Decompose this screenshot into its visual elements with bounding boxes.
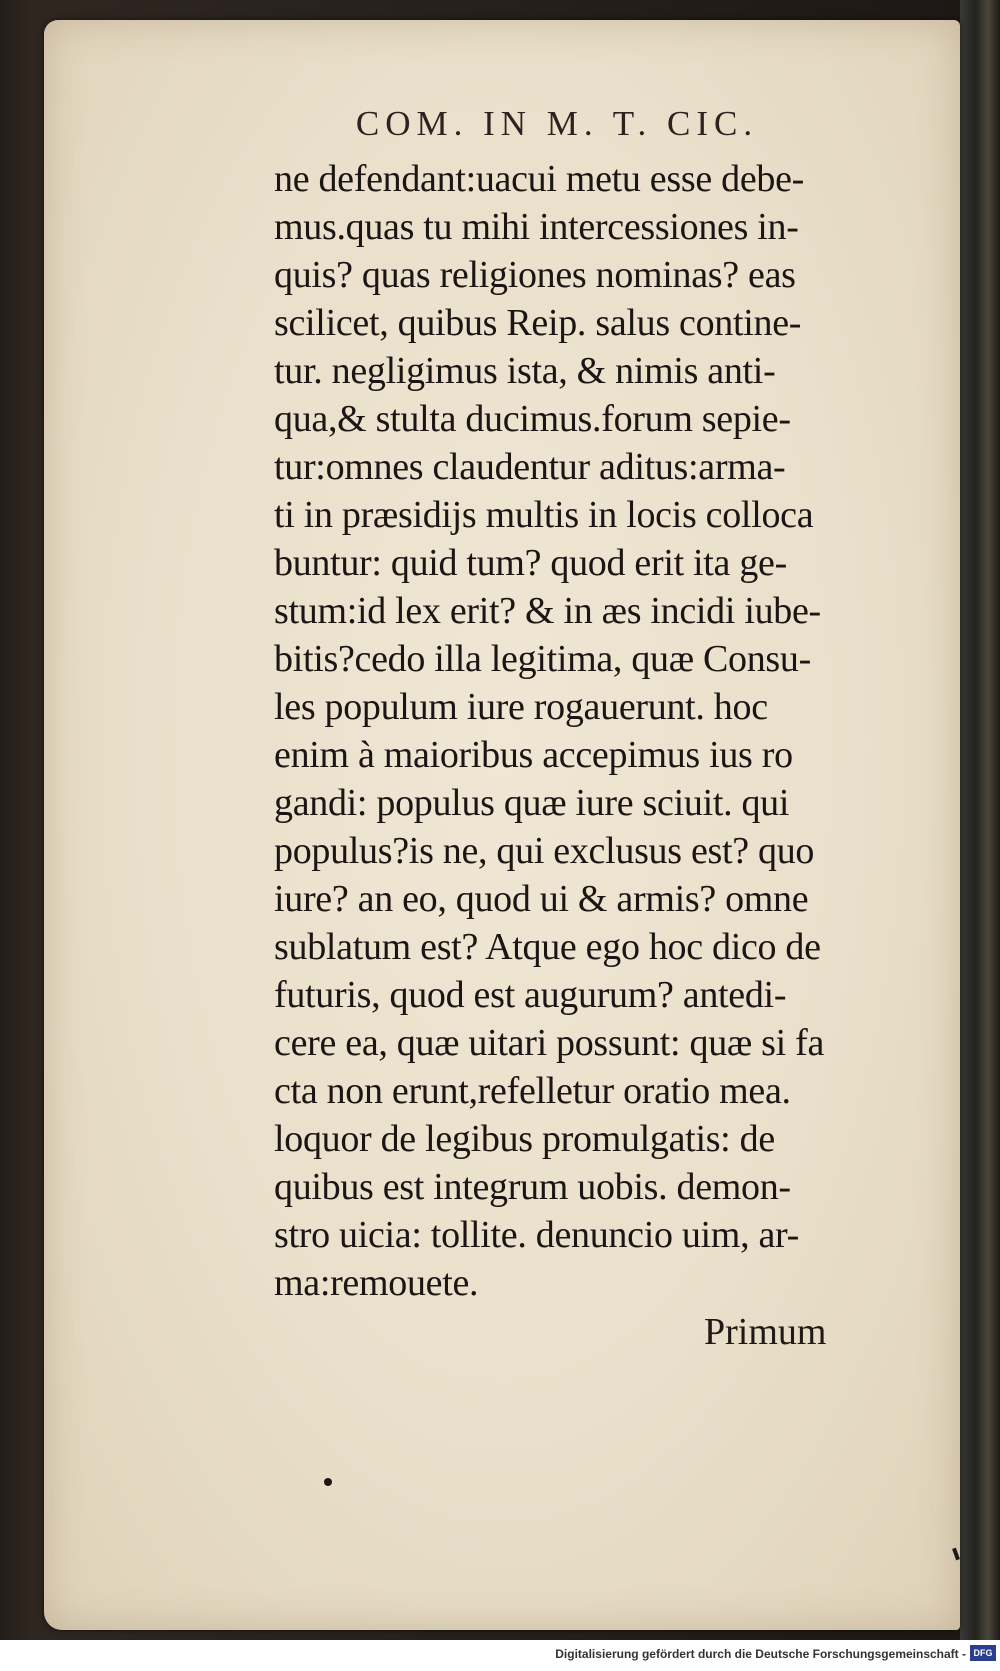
ink-dot (324, 1478, 332, 1486)
ink-mark (952, 1548, 960, 1561)
text-line: tur. negligimus ista, & nimis anti- (274, 350, 776, 392)
text-line: loquor de legibus promulgatis: de (274, 1118, 775, 1160)
text-line: cta non erunt,refelletur oratio mea. (274, 1070, 791, 1112)
text-line: cere ea, quæ uitari possunt: quæ si fa (274, 1022, 825, 1064)
text-line: ti in præsidijs multis in locis colloca (274, 494, 814, 536)
text-line: tur:omnes claudentur aditus:arma- (274, 446, 786, 488)
book-page (44, 20, 960, 1630)
text-line: les populum iure rogauerunt. hoc (274, 686, 768, 728)
running-head: COM. IN M. T. CIC. (355, 104, 759, 143)
footer-bar (0, 1640, 1000, 1671)
text-line: ne defendant:uacui metu esse debe- (274, 158, 805, 200)
text-line: bitis?cedo illa legitima, quæ Consu- (274, 638, 811, 680)
text-line: futuris, quod est augurum? antedi- (274, 974, 787, 1016)
text-line: scilicet, quibus Reip. salus contine- (274, 302, 802, 344)
text-line: stum:id lex erit? & in æs incidi iube- (274, 590, 821, 632)
text-line: gandi: populus quæ iure sciuit. qui (274, 782, 790, 824)
funding-note: Digitalisierung gefördert durch die Deutsche Forschungsgemeinschaft - (555, 1647, 966, 1661)
text-line: quibus est integrum uobis. demon- (274, 1166, 791, 1208)
text-line: qua,& stulta ducimus.forum sepie- (274, 398, 791, 440)
text-block (274, 155, 974, 1307)
text-line: mus.quas tu mihi intercessiones in- (274, 206, 799, 248)
text-line: iure? an eo, quod ui & armis? omne (274, 878, 809, 920)
catchword: Primum (704, 1311, 827, 1353)
dfg-logo-icon: DFG (970, 1645, 996, 1661)
text-line: populus?is ne, qui exclusus est? quo (274, 830, 815, 872)
text-line: quis? quas religiones nominas? eas (274, 254, 796, 296)
text-line: ma:remouete. (274, 1262, 479, 1304)
text-line: sublatum est? Atque ego hoc dico de (274, 926, 821, 968)
text-line: stro uicia: tollite. denuncio uim, ar- (274, 1214, 799, 1256)
text-line: enim à maioribus accepimus ius ro (274, 734, 793, 776)
text-line: buntur: quid tum? quod erit ita ge- (274, 542, 787, 584)
